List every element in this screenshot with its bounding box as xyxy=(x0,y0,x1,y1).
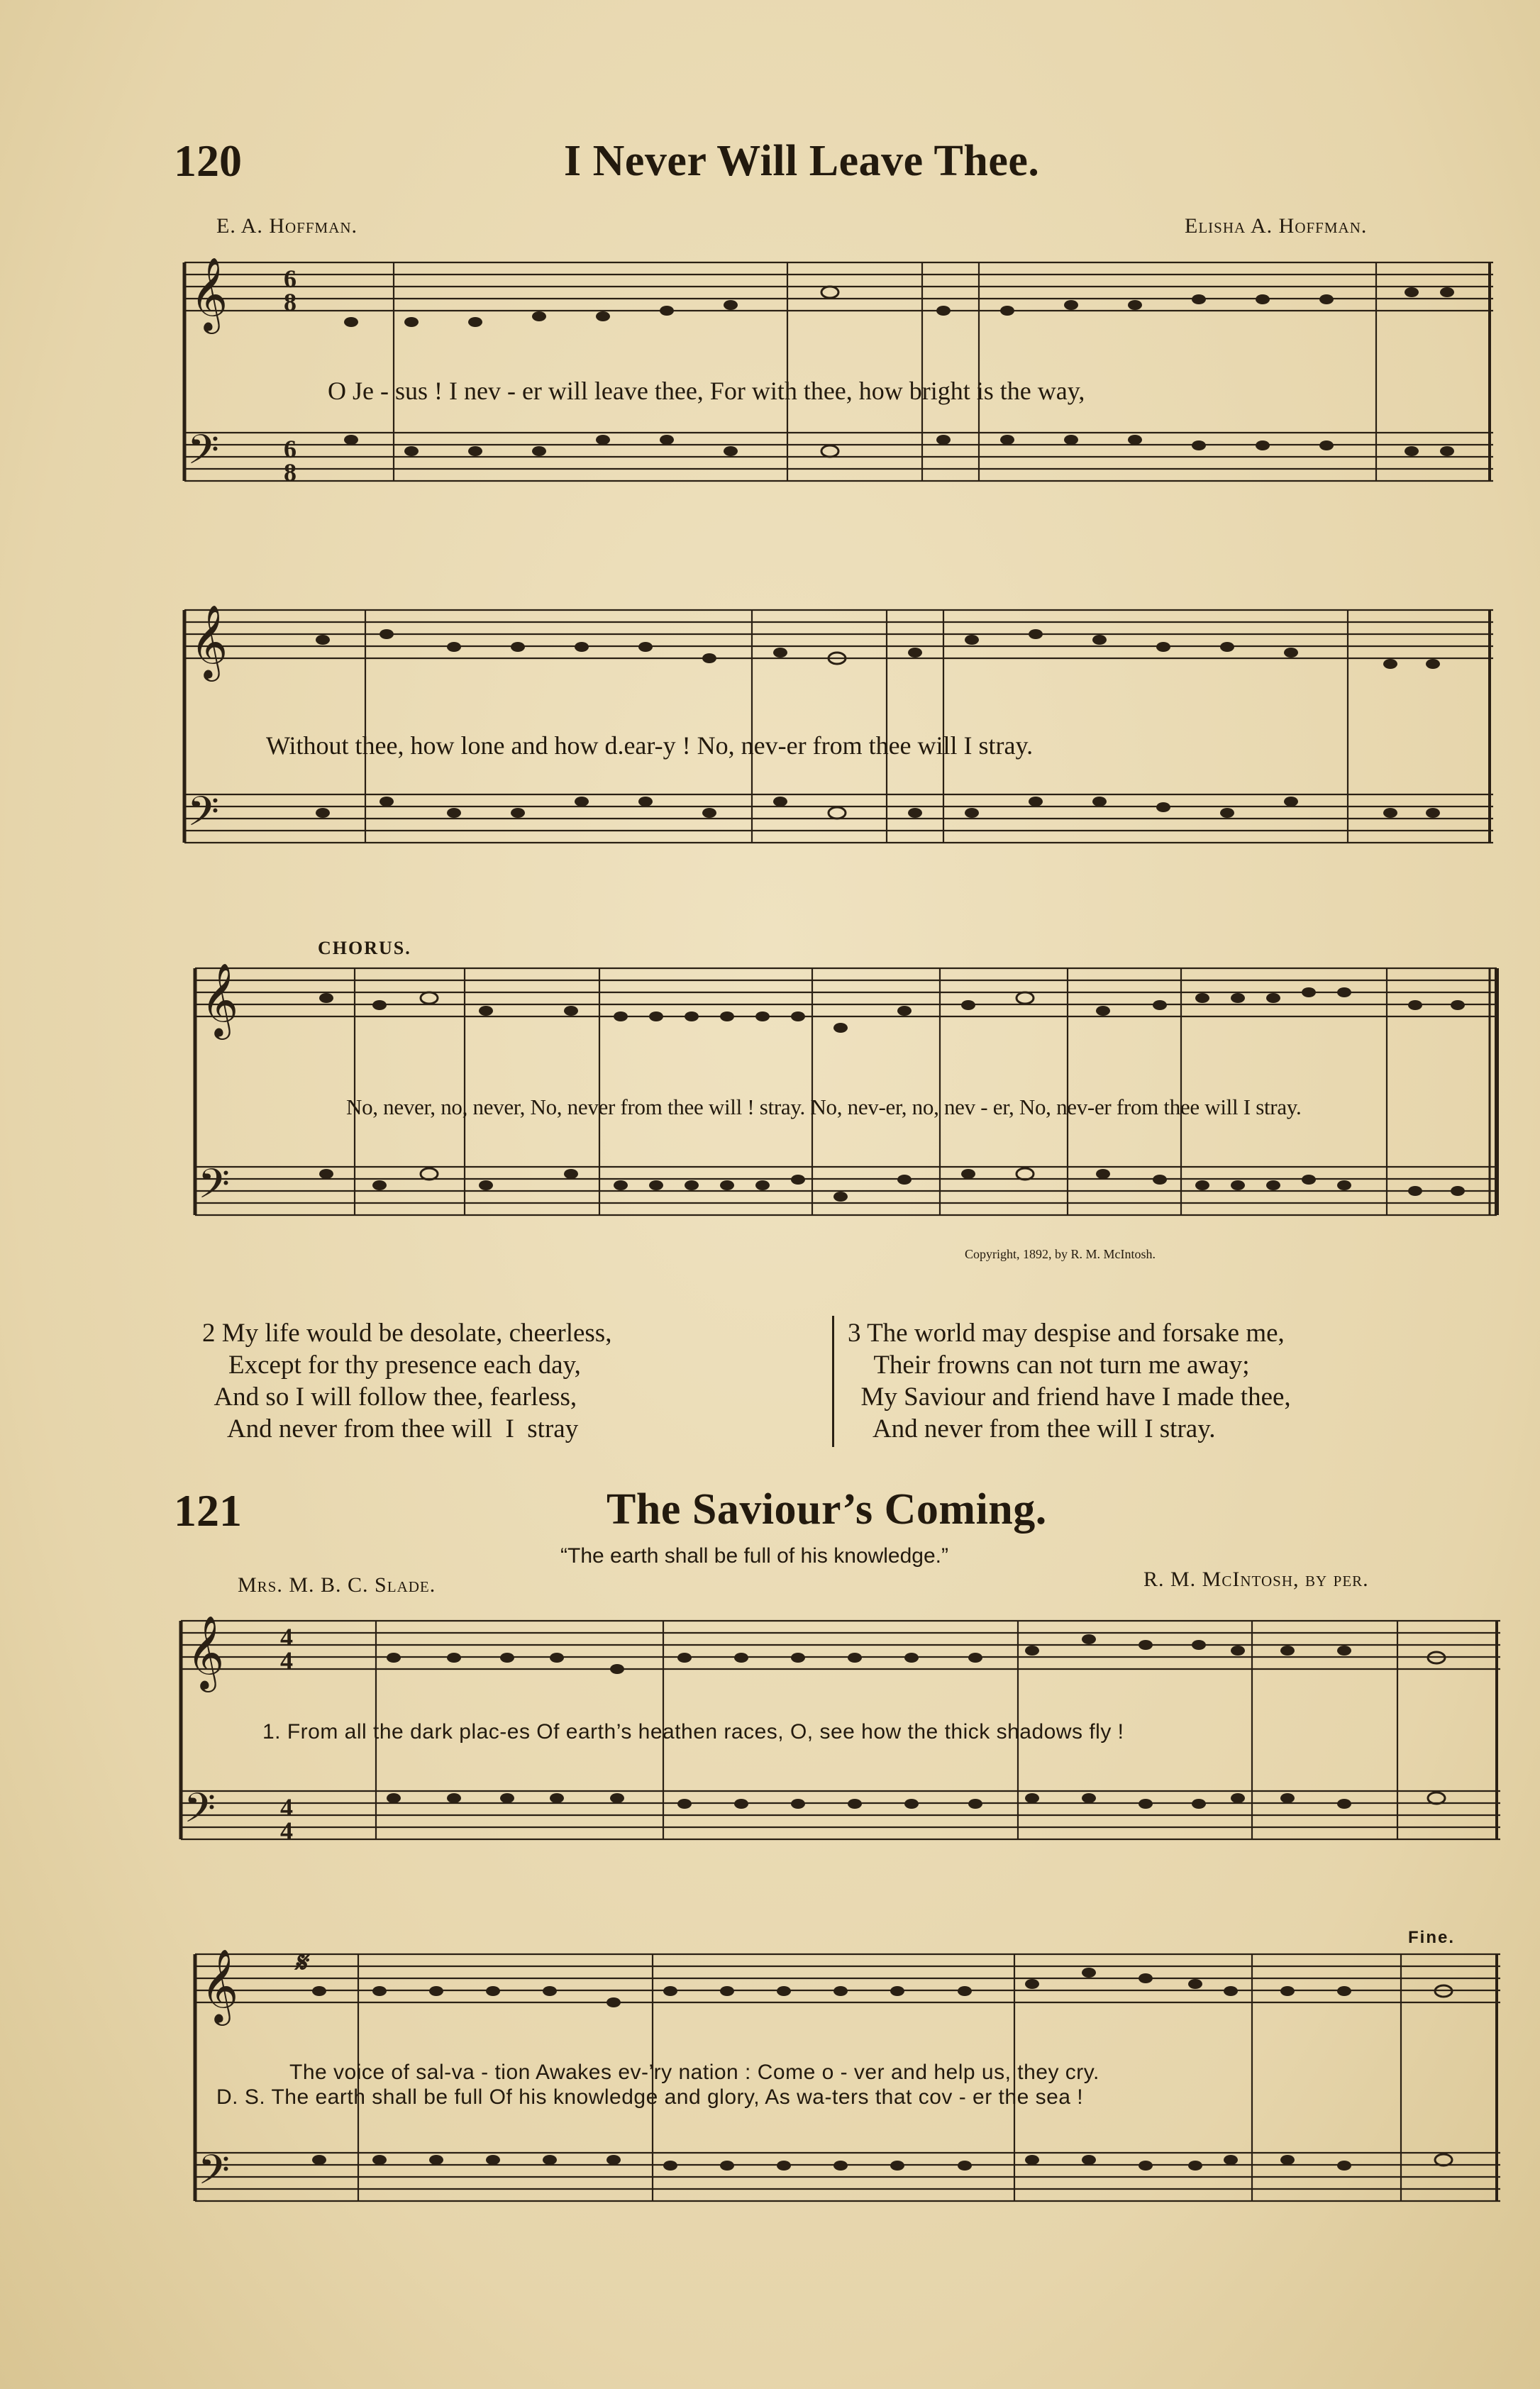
chorus-label: CHORUS. xyxy=(318,938,411,958)
hymn-number-121: 121 xyxy=(174,1485,242,1536)
verse-3: 3 The world may despise and forsake me, Their frowns can not turn me away; My Saviour and friend have I made thee, And never from thee will I stray. xyxy=(848,1319,1291,1443)
verse-divider xyxy=(832,1316,834,1447)
lyric-line-121-1: 1. From all the dark plac-es Of earth’s heathen races, O, see how the thick shadows fly ! xyxy=(262,1720,1124,1744)
copyright-notice: Copyright, 1892, by R. M. McIntosh. xyxy=(965,1247,1156,1261)
svg-text:8: 8 xyxy=(284,288,297,316)
svg-text:𝄞: 𝄞 xyxy=(201,1949,239,2023)
lyric-line-120-chorus: No, never, no, never, No, never from thee will ! stray. No, nev-er, no, nev - er, No, nev-er from thee will I stray. xyxy=(346,1094,1302,1119)
svg-text:𝄋: 𝄋 xyxy=(294,1946,307,1978)
hymn-title-121: The Saviour’s Coming. xyxy=(606,1485,1047,1534)
svg-text:𝄞: 𝄞 xyxy=(190,604,228,679)
svg-text:4: 4 xyxy=(280,1817,293,1845)
svg-text:6: 6 xyxy=(284,265,297,293)
svg-text:6: 6 xyxy=(284,435,297,463)
svg-text:𝄢: 𝄢 xyxy=(187,787,220,846)
epigraph-121: “The earth shall be full of his knowledge.” xyxy=(560,1544,948,1568)
svg-text:8: 8 xyxy=(284,458,297,487)
svg-text:𝄞: 𝄞 xyxy=(190,257,228,331)
verse-2: 2 My life would be desolate, cheerless, Except for thy presence each day, And so I will follow thee, fearless, And never from thee will I stray xyxy=(202,1319,612,1443)
svg-text:4: 4 xyxy=(280,1623,293,1651)
svg-text:𝄞: 𝄞 xyxy=(201,963,239,1037)
hymn-title-120: I Never Will Leave Thee. xyxy=(564,137,1040,185)
lyric-line-121-ds: D. S. The earth shall be full Of his knowledge and glory, As wa-ters that cov - er the sea ! xyxy=(216,2085,1084,2109)
svg-text:𝄢: 𝄢 xyxy=(184,1784,216,1842)
fine-label: Fine. xyxy=(1408,1928,1456,1947)
hymn-author-121: Mrs. M. B. C. Slade. xyxy=(238,1573,436,1597)
lyric-line-120-1: O Je - sus ! I nev - er will leave thee, For with thee, how bright is the way, xyxy=(328,377,1085,405)
hymn-composer-120: Elisha A. Hoffman. xyxy=(1185,214,1368,238)
svg-text:4: 4 xyxy=(280,1793,293,1822)
hymn-number-120: 120 xyxy=(174,135,242,186)
hymn-composer-121: R. M. McIntosh, by per. xyxy=(1143,1568,1369,1591)
svg-text:𝄢: 𝄢 xyxy=(198,1160,231,1218)
lyric-line-120-2: Without thee, how lone and how d.ear-y ! No, nev-er from thee will I stray. xyxy=(266,731,1034,760)
svg-text:𝄢: 𝄢 xyxy=(198,2146,231,2204)
svg-text:𝄢: 𝄢 xyxy=(187,426,220,484)
svg-text:4: 4 xyxy=(280,1646,293,1675)
lyric-line-121-2: The voice of sal-va - tion Awakes ev-’ry nation : Come o - ver and help us, they cry. xyxy=(289,2061,1099,2084)
svg-text:𝄞: 𝄞 xyxy=(187,1615,225,1690)
hymn-author-120: E. A. Hoffman. xyxy=(216,214,358,238)
